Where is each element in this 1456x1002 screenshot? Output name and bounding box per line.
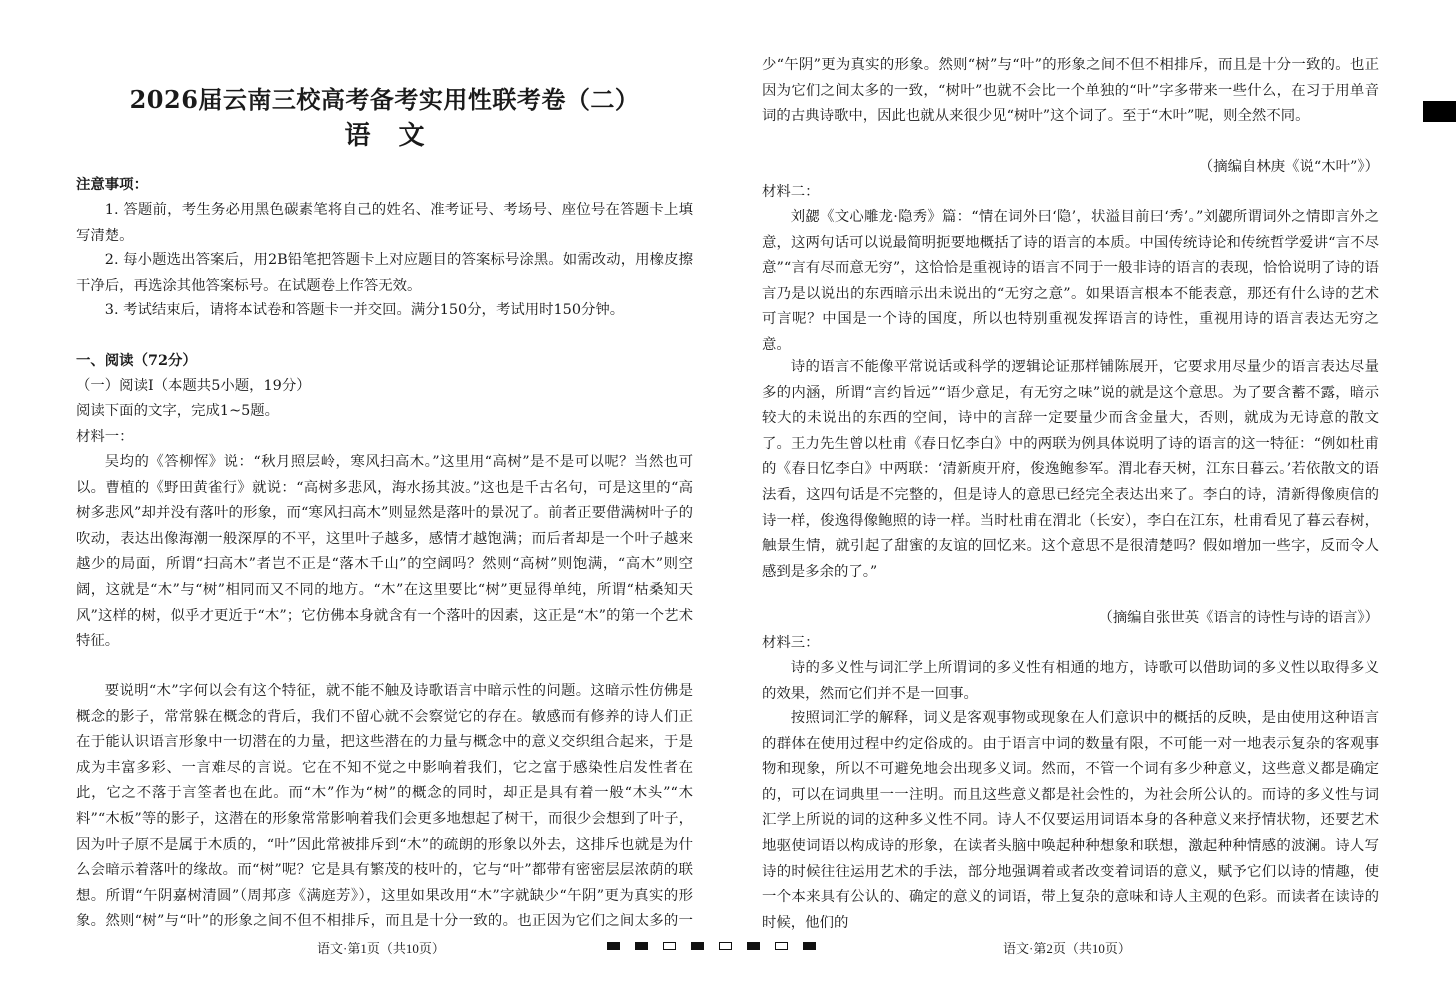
scan-mark [635, 942, 648, 950]
scan-mark [691, 942, 704, 950]
subject-title: 语文 [344, 121, 453, 151]
scan-mark [663, 942, 676, 950]
material2-paragraph-2: 诗的语言不能像平常说话或科学的逻辑论证那样铺陈展开，它要求用尽量少的语言表达尽量多的内涵，所谓“言约旨远”“语少意足，有无穷之味”说的就是这个意思。为了要含蓄不露，暗示较大的未说出的东西的空间，诗中的言辞一定要量少而含金量大，否则，就成为无诗意的散文了。王力先生曾以杜甫《春日忆李白》中的两联为例具体说明了诗的语言的这一特征：“例如杜甫的《春日忆李白》中两联：‘清新庾开府，俊逸鲍参军。渭北春天树，江东日暮云。’若依散文的语法看，这四句话是不完整的，但是诗人的意思已经完全表达出来了。李白的诗，清新得像庾信的诗一样，俊逸得像鲍照的诗一样。当时杜甫在渭北（长安），李白在江东，杜甫看见了暮云春树，触景生情，就引起了甜蜜的友谊的回忆来。这个意思不是很清楚吗？假如增加一些字，反而令人感到是多余的了。” [762, 359, 1379, 580]
scan-marks [607, 942, 816, 950]
material1-label: 材料一： [76, 429, 134, 445]
notice-heading: 注意事项： [76, 176, 148, 193]
notice-item-1: 1. 答题前，考生务必用黑色碳素笔将自己的姓名、准考证号、考场号、座位号在答题卡上填写清楚。 [76, 202, 693, 244]
material1-paragraph-1: 吴均的《答柳恽》说：“秋月照层岭，寒风扫高木。”这里用“高树”是不是可以呢？当然也可以。曹植的《野田黄雀行》就说：“高树多悲风，海水扬其波。”这也是千古名句，可是这里的“高树多悲风”却并没有落叶的形象，而“寒风扫高木”则显然是落叶的景况了。前者正要借满树叶子的吹动，表达出像海潮一般深厚的不平，这里叶子越多，感情才越饱满；而后者却是一个叶子越来越少的局面，所谓“扫高木”者岂不正是“落木千山”的空阔吗？然则“高树”则饱满，“高木”则空阔，这就是“木”与“树”相同而又不同的地方。“木”在这里要比“树”更显得单纯，所谓“枯桑知天风”这样的树，似乎才更近于“木”；它仿佛本身就含有一个落叶的因素，这正是“木”的第一个艺术特征。 [76, 454, 693, 650]
scan-mark [747, 942, 760, 950]
material1-paragraph-2-continued: 少“午阴”更为真实的形象。然则“树”与“叶”的形象之间不但不相排斥，而且是十分一致的。也正因为它们之间太多的一致，“树叶”也就不会比一个单独的“叶”字多带来一些什么，在习于用单音词的古典诗歌中，因此也就从来很少见“树叶”这个词了。至于“木叶”呢，则全然不同。 [762, 57, 1379, 125]
material2-source: （摘编自张世英《语言的诗性与诗的语言》） [1098, 610, 1379, 626]
material3-paragraph-2: 按照词汇学的解释，词义是客观事物或现象在人们意识中的概括的反映，是由使用这种语言的群体在使用过程中约定俗成的。由于语言中词的数量有限，不可能一对一地表示复杂的客观事物和现象，所以不可避免地会出现多义词。然而，不管一个词有多少种意义，这些意义都是确定的，可以在词典里一一注明。而且这些意义都是社会性的，为社会所公认的。而诗的多义性与词汇学上所说的词的这种多义性不同。诗人不仅要运用词语本身的各种意义来抒情状物，还要艺术地驱使词语以构成诗的形象，在读者头脑中唤起种种想象和联想，激起种种情感的波澜。诗人写诗的时候往往运用艺术的手法，部分地强调着或者改变着词语的意义，赋予它们以诗的情趣，使一个本来具有公认的、确定的意义的词语，带上复杂的意味和诗人主观的色彩。而读者在读诗的时候，他们的 [762, 710, 1379, 931]
exam-title: 2026届云南三校高考备考实用性联考卷（二） [129, 85, 640, 114]
notice-item-2: 2. 每小题选出答案后，用2B铅笔把答题卡上对应题目的答案标号涂黑。如需改动，用橡皮擦干净后，再选涂其他答案标号。在试题卷上作答无效。 [76, 252, 693, 294]
page-edge-marker [1423, 101, 1456, 122]
material1-paragraph-2: 要说明“木”字何以会有这个特征，就不能不触及诗歌语言中暗示性的问题。这暗示性仿佛是概念的影子，常常躲在概念的背后，我们不留心就不会察觉它的存在。敏感而有修养的诗人们正在于能认识语言形象中一切潜在的力量，把这些潜在的力量与概念中的意义交织组合起来，于是成为丰富多彩、一言难尽的言说。它在不知不觉之中影响着我们，它之富于感染性启发性者在此，它之不落于言筌者也在此。而“木”作为“树”的概念的同时，却正是具有着一般“木头”“木料”“木板”等的影子，这潜在的形象常常影响着我们会更多地想起了树干，而很少会想到了叶子，因为叶子原不是属于木质的，“叶”因此常被排斥到“木”的疏朗的形象以外去，这排斥也就是为什么会暗示着落叶的缘故。而“树”呢？它是具有繁茂的枝叶的，它与“叶”都带有密密层层浓荫的联想。所谓“午阴嘉树清圆”（周邦彦《满庭芳》），这里如果改用“木”字就缺少“午阴”更为真实的形象。然则“树”与“叶”的形象之间不但不相排斥，而且是十分一致的。也正因为它们之间太多的一 [76, 683, 693, 930]
section-instruction: 阅读下面的文字，完成1~5题。 [76, 403, 280, 419]
material1-source: （摘编自林庚《说“木叶”》） [1198, 159, 1379, 175]
material2-label: 材料二： [762, 184, 820, 200]
scan-mark [719, 942, 732, 950]
section-title: 一、阅读（72分） [76, 352, 197, 369]
material3-label: 材料三： [762, 635, 820, 651]
scan-mark [775, 942, 788, 950]
section-subtitle: （一）阅读Ⅰ（本题共5小题，19分） [76, 378, 311, 394]
material2-paragraph-1: 刘勰《文心雕龙·隐秀》篇：“情在词外曰‘隐’，状溢目前曰‘秀’。”刘勰所谓词外之情即言外之意，这两句话可以说最简明扼要地概括了诗的语言的本质。中国传统诗论和传统哲学爱讲“言不尽意”“言有尽而意无穷”，这恰恰是重视诗的语言不同于一般非诗的语言的表现，恰恰说明了诗的语言乃是以说出的东西暗示出未说出的“无穷之意”。如果语言根本不能表意，那还有什么诗的艺术可言呢？中国是一个诗的国度，所以也特别重视发挥语言的诗性，重视用诗的语言表达无穷之意。 [762, 209, 1379, 353]
scan-mark [803, 942, 816, 950]
page-number-right: 语文·第2页（共10页） [1003, 941, 1131, 956]
notice-item-3: 3. 考试结束后，请将本试卷和答题卡一并交回。满分150分，考试用时150分钟。 [104, 302, 625, 318]
page-number-left: 语文·第1页（共10页） [317, 941, 445, 956]
material3-paragraph-1: 诗的多义性与词汇学上所谓词的多义性有相通的地方，诗歌可以借助词的多义性以取得多义的效果，然而它们并不是一回事。 [762, 660, 1379, 702]
scan-mark [607, 942, 620, 950]
